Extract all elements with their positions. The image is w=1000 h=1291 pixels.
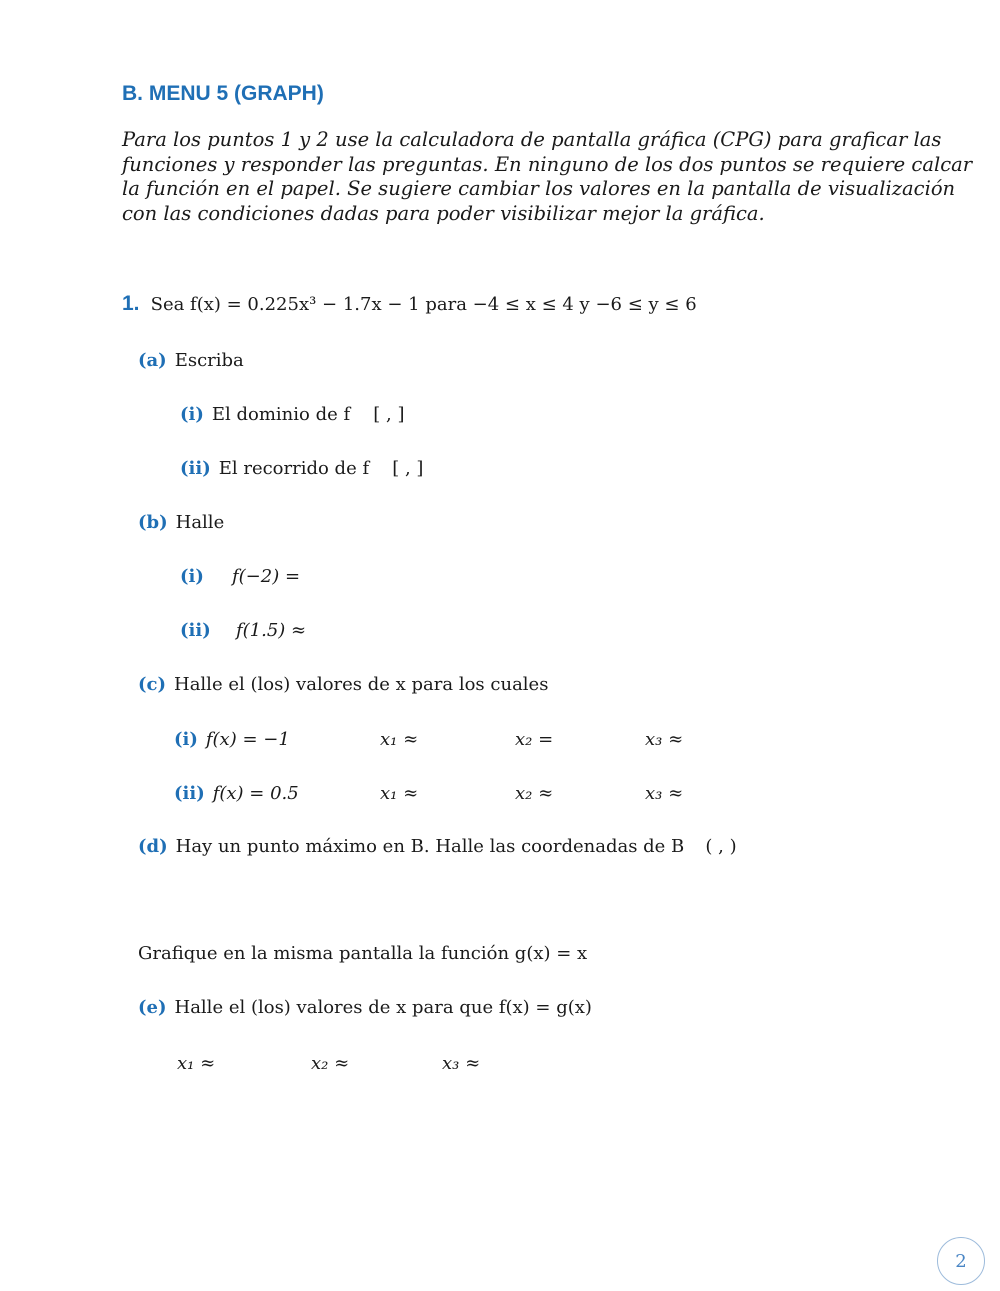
part-c (138, 674, 548, 695)
answer-x1: x₁ ≈ (380, 783, 419, 804)
intro-paragraph (122, 128, 973, 226)
subpart-label: (ii) (174, 783, 205, 804)
question-number: 1. (122, 292, 140, 315)
answer-coordinates: ( , ) (705, 836, 737, 857)
part-text: Escriba (174, 350, 244, 371)
intro-line: la función en el papel. Se sugiere cambiar los valores en la pantalla de visualización (122, 177, 956, 200)
part-c-ii (174, 783, 299, 804)
subpart-expression: f(x) = 0.5 (212, 783, 299, 804)
part-label: (a) (138, 350, 167, 371)
intro-line: con las condiciones dadas para poder visibilizar mejor la gráfica. (122, 201, 765, 225)
subpart-expression: f(1.5) ≈ (236, 620, 307, 641)
part-label: (b) (138, 512, 168, 533)
graph-instruction: Grafique en la misma pantalla la función g(x) = x (138, 943, 588, 964)
part-label: (e) (138, 997, 167, 1018)
answer-interval: [ , ] (392, 458, 424, 479)
part-text: Halle el (los) valores de x para que f(x) = g(x) (174, 997, 592, 1018)
part-d (138, 836, 737, 857)
intro-line: funciones y responder las preguntas. En ninguno de los dos puntos se requiere calcar (122, 152, 973, 176)
answer-x3: x₃ ≈ (442, 1053, 481, 1074)
subpart-expression: f(x) = −1 (205, 729, 290, 750)
subpart-text: El recorrido de f (218, 458, 370, 479)
part-text: Halle (175, 512, 225, 533)
part-label: (d) (138, 836, 168, 857)
subpart-expression: f(−2) = (232, 566, 301, 587)
part-a (138, 350, 244, 371)
subpart-label: (ii) (180, 458, 211, 479)
part-text: Hay un punto máximo en B. Halle las coordenadas de B (175, 836, 685, 857)
part-c-i (174, 729, 290, 750)
answer-x1: x₁ ≈ (380, 729, 419, 750)
page-number: 2 (937, 1237, 985, 1285)
answer-x3: x₃ ≈ (645, 783, 684, 804)
intro-line: Para los puntos 1 y 2 use la calculadora de pantalla gráfica (CPG) para graficar las (122, 128, 942, 151)
subpart-label: (i) (174, 729, 198, 750)
question-statement: Sea f(x) = 0.225x³ − 1.7x − 1 para −4 ≤ x ≤ 4 y −6 ≤ y ≤ 6 (150, 294, 697, 315)
question-1 (122, 292, 697, 316)
part-b-i (180, 566, 300, 587)
part-b-ii (180, 620, 306, 641)
part-a-i (180, 404, 404, 425)
part-b (138, 512, 224, 533)
subpart-label: (i) (180, 404, 204, 425)
answer-x2: x₂ ≈ (515, 783, 554, 804)
subpart-label: (i) (180, 566, 204, 587)
subpart-text: El dominio de f (211, 404, 351, 425)
part-text: Halle el (los) valores de x para los cuales (174, 674, 549, 695)
subpart-label: (ii) (180, 620, 211, 641)
answer-x3: x₃ ≈ (645, 729, 684, 750)
answer-interval: [ , ] (373, 404, 405, 425)
answer-x2: x₂ ≈ (311, 1053, 350, 1074)
section-heading: B. MENU 5 (GRAPH) (122, 82, 324, 105)
part-a-ii (180, 458, 423, 479)
part-e (138, 997, 592, 1018)
part-label: (c) (138, 674, 166, 695)
answer-x1: x₁ ≈ (177, 1053, 216, 1074)
answer-x2: x₂ = (515, 729, 554, 750)
